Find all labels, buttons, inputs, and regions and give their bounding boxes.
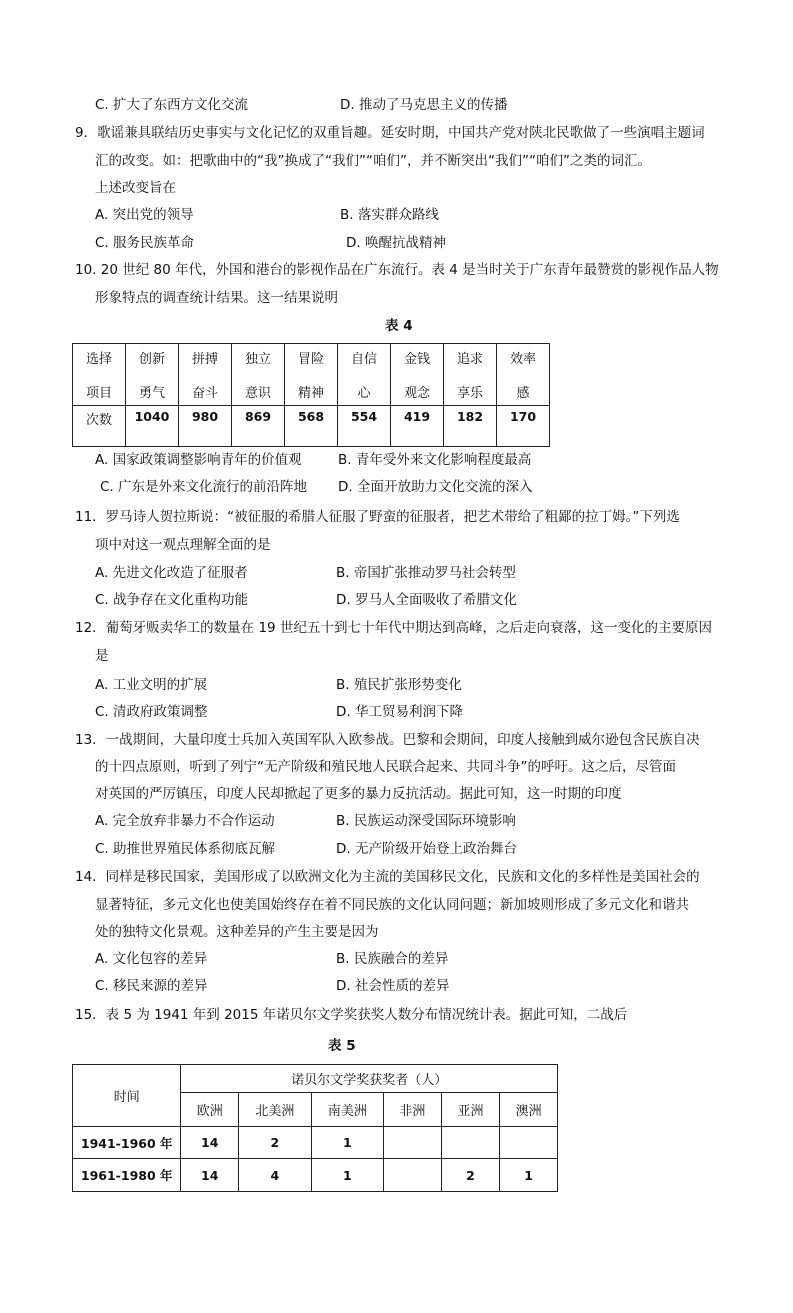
table5-cell: 14 (181, 1159, 239, 1192)
q9-option-a: A. 突出党的领导 (95, 207, 194, 223)
q13-option-c: C. 助推世界殖民体系彻底瓦解 (95, 841, 276, 857)
table5-region-header: 北美洲 (239, 1093, 312, 1127)
q14-option-d: D. 社会性质的差异 (336, 978, 450, 994)
table4-value: 182 (444, 406, 497, 447)
table4-value: 554 (338, 406, 391, 447)
q9-option-b: B. 落实群众路线 (340, 207, 439, 223)
table5-cell (441, 1127, 500, 1159)
table4-header-cell: 追求 享乐 (444, 344, 497, 406)
q13-text-2: 的十四点原则，听到了列宁“无产阶级和殖民地人民联合起来、共同斗争”的呼吁。这之后，尽管面 (95, 759, 676, 775)
q11-option-b: B. 帝国扩张推动罗马社会转型 (336, 565, 516, 581)
q13-option-b: B. 民族运动深受国际环境影响 (336, 813, 516, 829)
table5-period: 1961-1980 年 (73, 1159, 181, 1192)
table4-header-row (73, 344, 550, 406)
q9-option-c: C. 服务民族革命 (95, 235, 195, 251)
q10-option-b: B. 青年受外来文化影响程度最高 (338, 452, 532, 468)
table5 (72, 1064, 558, 1192)
table5-cell: 1 (500, 1159, 558, 1192)
q11-option-d: D. 罗马人全面吸收了希腊文化 (336, 592, 517, 608)
table4-data-row (73, 406, 550, 447)
table4-value: 419 (391, 406, 444, 447)
table4-header-cell: 拼搏 奋斗 (179, 344, 232, 406)
table5-row (73, 1127, 558, 1159)
table5-period: 1941-1960 年 (73, 1127, 181, 1159)
table4-value: 980 (179, 406, 232, 447)
table5-time-header: 时间 (73, 1065, 181, 1127)
q10-option-a: A. 国家政策调整影响青年的价值观 (95, 452, 302, 468)
q13-text-3: 对英国的严厉镇压，印度人民却掀起了更多的暴力反抗活动。据此可知，这一时期的印度 (95, 786, 622, 802)
table5-cell: 2 (441, 1159, 500, 1192)
q14-text-1: 14．同样是移民国家，美国形成了以欧洲文化为主流的美国移民文化，民族和文化的多样性是美国社会的 (75, 869, 700, 885)
table5-cell: 14 (181, 1127, 239, 1159)
table5-cell: 1 (311, 1159, 384, 1192)
table4-header-cell: 创新 勇气 (126, 344, 179, 406)
q14-option-c: C. 移民来源的差异 (95, 978, 208, 994)
q15-text-1: 15．表 5 为 1941 年到 2015 年诺贝尔文学奖获奖人数分布情况统计表。据此可知，二战后 (75, 1007, 628, 1023)
q11-text-2: 项中对这一观点理解全面的是 (95, 537, 271, 553)
table5-cell: 2 (239, 1127, 312, 1159)
table5-cell: 1 (311, 1127, 384, 1159)
table5-region-header: 欧洲 (181, 1093, 239, 1127)
q12-option-a: A. 工业文明的扩展 (95, 677, 208, 693)
q9-option-d: D. 唤醒抗战精神 (346, 235, 446, 251)
table5-cell (384, 1127, 442, 1159)
q11-option-c: C. 战争存在文化重构功能 (95, 592, 249, 608)
table5-region-header: 非洲 (384, 1093, 442, 1127)
table4-header-cell: 自信 心 (338, 344, 391, 406)
table4 (72, 343, 550, 447)
table5-row (73, 1159, 558, 1192)
table4-row-label: 次数 (73, 406, 126, 447)
q9-text-3: 上述改变旨在 (95, 180, 176, 196)
q12-option-d: D. 华工贸易利润下降 (336, 704, 463, 720)
table4-header-cell: 选择 项目 (73, 344, 126, 406)
q9-text-1: 9．歌谣兼具联结历史事实与文化记忆的双重旨趣。延安时期，中国共产党对陕北民歌做了一些演唱主题词 (75, 125, 705, 141)
table5-title: 表 5 (328, 1038, 356, 1054)
table4-value: 170 (497, 406, 550, 447)
q8-option-c: C. 扩大了东西方文化交流 (95, 97, 249, 113)
table5-group-row (73, 1065, 558, 1093)
q14-text-2: 显著特征，多元文化也使美国始终存在着不同民族的文化认同问题；新加坡则形成了多元文化和谐共 (95, 897, 689, 913)
q12-option-c: C. 清政府政策调整 (95, 704, 208, 720)
table5-region-header: 亚洲 (441, 1093, 500, 1127)
table5-cell (500, 1127, 558, 1159)
q10-option-c: C. 广东是外来文化流行的前沿阵地 (100, 479, 308, 495)
table5-region-header: 澳洲 (500, 1093, 558, 1127)
q12-text-2: 是 (95, 648, 109, 664)
q13-text-1: 13．一战期间，大量印度士兵加入英国军队入欧参战。巴黎和会期间，印度人接触到威尔逊包含民族自决 (75, 732, 700, 748)
table5-group-header: 诺贝尔文学奖获奖者（人） (181, 1065, 558, 1093)
q13-option-d: D. 无产阶级开始登上政治舞台 (336, 841, 517, 857)
q14-option-a: A. 文化包容的差异 (95, 951, 208, 967)
q11-option-a: A. 先进文化改造了征服者 (95, 565, 248, 581)
q12-option-b: B. 殖民扩张形势变化 (336, 677, 462, 693)
table4-header-cell: 冒险 精神 (285, 344, 338, 406)
q13-option-a: A. 完全放弃非暴力不合作运动 (95, 813, 275, 829)
table5-region-header: 南美洲 (311, 1093, 384, 1127)
q10-option-d: D. 全面开放助力文化交流的深入 (338, 479, 533, 495)
q12-text-1: 12．葡萄牙贩卖华工的数量在 19 世纪五十到七十年代中期达到高峰，之后走向衰落，这一变化的主要原因 (75, 620, 712, 636)
table4-header-cell: 效率 感 (497, 344, 550, 406)
table5-cell (384, 1159, 442, 1192)
q10-text-1: 10. 20 世纪 80 年代，外国和港台的影视作品在广东流行。表 4 是当时关于广东青年最赞赏的影视作品人物 (75, 262, 719, 278)
table4-header-cell: 独立 意识 (232, 344, 285, 406)
q8-option-d: D. 推动了马克思主义的传播 (340, 97, 508, 113)
table4-header-cell: 金钱 观念 (391, 344, 444, 406)
q11-text-1: 11．罗马诗人贺拉斯说：“被征服的希腊人征服了野蛮的征服者，把艺术带给了粗鄙的拉丁姆。”下列选 (75, 509, 680, 525)
q10-text-2: 形象特点的调查统计结果。这一结果说明 (95, 290, 338, 306)
table4-value: 568 (285, 406, 338, 447)
q14-option-b: B. 民族融合的差异 (336, 951, 449, 967)
q9-text-2: 汇的改变。如：把歌曲中的“我”换成了“我们”“咱们”，并不断突出“我们”“咱们”之类的词汇。 (95, 153, 651, 169)
table4-value: 1040 (126, 406, 179, 447)
table5-cell: 4 (239, 1159, 312, 1192)
table4-value: 869 (232, 406, 285, 447)
table4-title: 表 4 (385, 318, 413, 334)
q14-text-3: 处的独特文化景观。这种差异的产生主要是因为 (95, 924, 379, 940)
